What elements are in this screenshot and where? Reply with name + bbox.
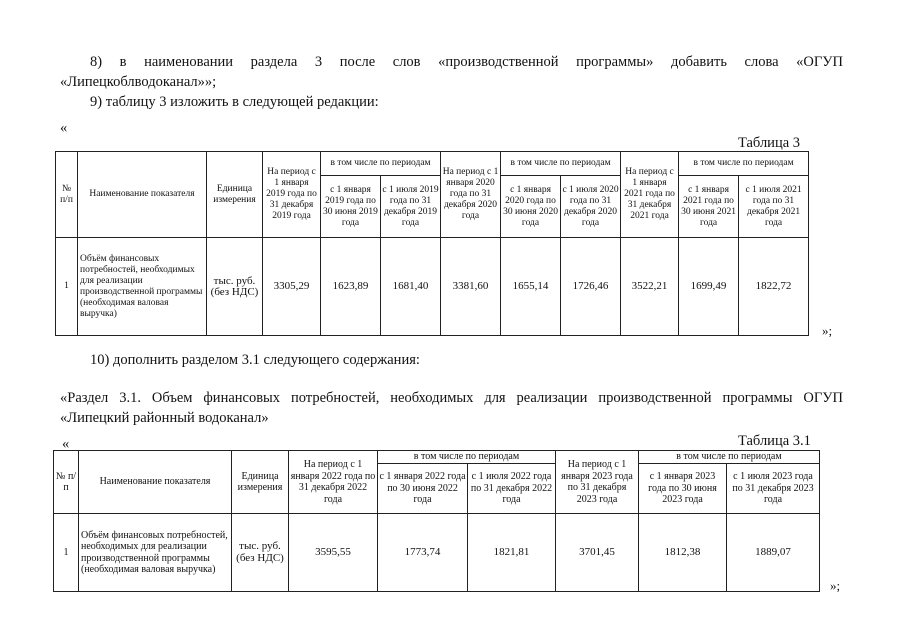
table-3-header-2019-h2: с 1 июля 2019 года по 31 декабря 2019 года [381,176,441,238]
table-3-header-2021-incl: в том числе по периодам [679,152,809,176]
table-3-header-2019: На период с 1 января 2019 года по 31 декабря 2019 года [263,152,321,238]
table-3-header-unit: Единица измерения [207,152,263,238]
table-3-cell-2019-h2: 1681,40 [381,238,441,336]
para-9: 9) таблицу 3 изложить в следующей редакции: [90,94,379,110]
table-3-header-name: Наименование показателя [78,152,207,238]
table-3-cell-num: 1 [56,238,78,336]
table-3-header-2019-incl: в том числе по периодам [321,152,441,176]
table-3-header-2020: На период с 1 января 2020 года по 31 декабря 2020 года [441,152,501,238]
table-3-header-num: № п/п [56,152,78,238]
table-3-1-cell-2023-h1: 1812,38 [639,514,727,592]
table-3-1 [53,450,820,592]
table-3-1-cell-2023: 3701,45 [556,514,639,592]
table-3 [55,151,809,336]
table-3-1-header-2022-h1: с 1 января 2022 года по 30 июня 2022 года [378,464,468,514]
para-8-line-2: «Липецкоблводоканал»»; [60,74,217,90]
table-3-header-row-1 [56,152,809,176]
para-10: 10) дополнить разделом 3.1 следующего содержания: [90,352,420,368]
table-3-header-2020-h2: с 1 июля 2020 года по 31 декабря 2020 года [561,176,621,238]
table-row [54,514,820,592]
table-3-1-header-num: № п/п [54,451,79,514]
table-3-cell-2020: 3381,60 [441,238,501,336]
quote-close-2: »; [830,578,841,593]
para-8-line-1: 8) в наименовании раздела 3 после слов «производственной программы» добавить слова «ОГУП [90,54,843,70]
table-3-1-header-name: Наименование показателя [79,451,232,514]
section-3-1-line-1: «Раздел 3.1. Объем финансовых потребностей, необходимых для реализации производственной программы ОГУП [60,390,843,406]
table-3-1-header-2022-h2: с 1 июля 2022 года по 31 декабря 2022 года [468,464,556,514]
table-3-cell-name: Объём финансовых потребностей, необходимых для реализации производственной программы (необходимая валовая выручка) [78,238,207,336]
table-3-1-header-2023-h2: с 1 июля 2023 года по 31 декабря 2023 года [727,464,820,514]
section-3-1-line-2: «Липецкий районный водоканал» [60,410,269,426]
table-3-header-2021-h1: с 1 января 2021 года по 30 июня 2021 года [679,176,739,238]
table-3-1-header-row-1 [54,451,820,464]
table-3-cell-2021: 3522,21 [621,238,679,336]
table-3-1-cell-2022-h1: 1773,74 [378,514,468,592]
table-3-cell-2020-h1: 1655,14 [501,238,561,336]
table-3-cell-2021-h2: 1822,72 [739,238,809,336]
table-3-cell-2019-h1: 1623,89 [321,238,381,336]
table-3-1-cell-2022: 3595,55 [289,514,378,592]
table-3-1-header-2022: На период с 1 января 2022 года по 31 декабря 2022 года [289,451,378,514]
table-3-1-header-unit: Единица измерения [232,451,289,514]
table-3-header-2021: На период с 1 января 2021 года по 31 декабря 2021 года [621,152,679,238]
table-3-1-caption: Таблица 3.1 [738,433,811,449]
table-3-caption: Таблица 3 [738,135,801,151]
table-3-header-2020-incl: в том числе по периодам [501,152,621,176]
table-3-1-header-2023: На период с 1 января 2023 года по 31 декабря 2023 года [556,451,639,514]
table-3-1-header-2023-h1: с 1 января 2023 года по 30 июня 2023 года [639,464,727,514]
quote-open-1: « [60,120,68,136]
table-3-1-header-2022-incl: в том числе по периодам [378,451,556,464]
table-3-1-cell-2022-h2: 1821,81 [468,514,556,592]
table-3-1-cell-2023-h2: 1889,07 [727,514,820,592]
table-3-header-2021-h2: с 1 июля 2021 года по 31 декабря 2021 года [739,176,809,238]
table-3-cell-unit: тыс. руб. (без НДС) [207,238,263,336]
table-row [56,238,809,336]
table-3-cell-2020-h2: 1726,46 [561,238,621,336]
table-3-1-cell-num: 1 [54,514,79,592]
table-3-1-cell-name: Объём финансовых потребностей, необходимых для реализации производственной программы (необходимая валовая выручка) [79,514,232,592]
table-3-header-2019-h1: с 1 января 2019 года по 30 июня 2019 года [321,176,381,238]
table-3-1-header-2023-incl: в том числе по периодам [639,451,820,464]
table-3-header-2020-h1: с 1 января 2020 года по 30 июня 2020 года [501,176,561,238]
quote-close-1: »; [822,323,833,338]
table-3-1-cell-unit: тыс. руб. (без НДС) [232,514,289,592]
quote-open-2: « [62,436,70,452]
table-3-cell-2021-h1: 1699,49 [679,238,739,336]
table-3-cell-2019: 3305,29 [263,238,321,336]
